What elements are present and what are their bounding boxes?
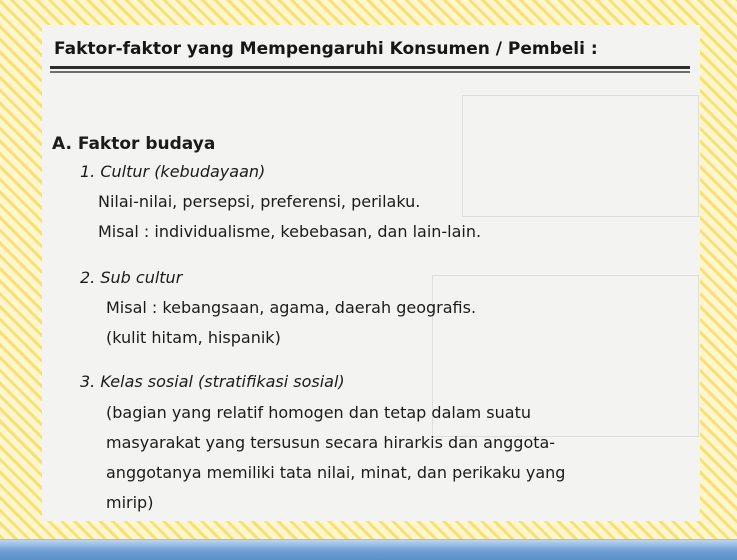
bottom-bar xyxy=(0,539,737,560)
item-1-line: Nilai-nilai, persepsi, preferensi, perilaku. xyxy=(98,192,421,211)
item-1-line: Misal : individualisme, kebebasan, dan lain-lain. xyxy=(98,222,482,241)
title-underline xyxy=(50,66,690,69)
item-2-line: (kulit hitam, hispanik) xyxy=(106,328,281,347)
slide-content xyxy=(42,25,700,521)
ghost-table-1 xyxy=(462,95,699,217)
item-2-line: Misal : kebangsaan, agama, daerah geografis. xyxy=(106,298,477,317)
section-a-heading: A. Faktor budaya xyxy=(52,134,216,154)
title-underline-thin xyxy=(50,71,690,73)
item-3-heading: 3. Kelas sosial (stratifikasi sosial) xyxy=(80,372,345,391)
item-3-line: mirip) xyxy=(106,493,154,512)
item-1-heading: 1. Cultur (kebudayaan) xyxy=(80,162,266,181)
item-2-heading: 2. Sub cultur xyxy=(80,268,183,287)
item-3-line: anggotanya memiliki tata nilai, minat, dan perikaku yang xyxy=(106,463,566,482)
page-title: Faktor-faktor yang Mempengaruhi Konsumen / Pembeli : xyxy=(54,39,598,59)
item-3-line: (bagian yang relatif homogen dan tetap dalam suatu xyxy=(106,403,531,422)
item-3-line: masyarakat yang tersusun secara hirarkis dan anggota- xyxy=(106,433,556,452)
